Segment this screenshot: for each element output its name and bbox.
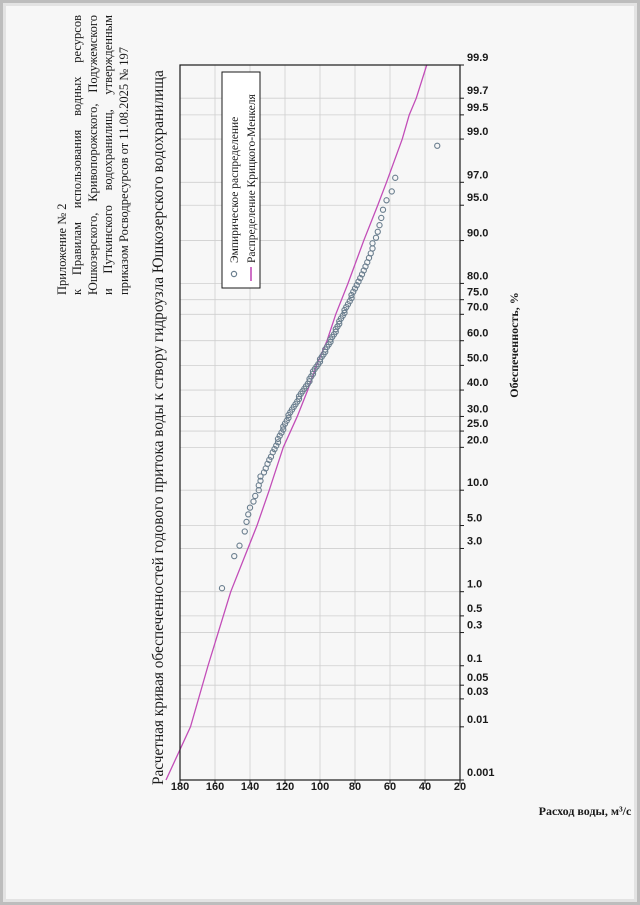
y-tick-labels [171,780,466,793]
header-line-order: приказом Росводресурсов от 11.08.2025 № 197 [116,47,131,295]
x-tick-label: 60.0 [467,327,489,340]
empirical-point [370,241,375,246]
y-tick-label: 60 [383,781,397,793]
empirical-point [242,529,247,534]
curve-layer [166,65,427,780]
x-tick-label: 1.0 [467,578,483,591]
empirical-point [370,246,375,251]
empirical-point [219,586,224,591]
empirical-point [244,519,249,524]
x-tick-label: 0.3 [467,619,483,632]
x-tick-label: 97.0 [467,169,489,182]
x-tick-label: 90.0 [467,227,489,240]
empirical-point [375,229,380,234]
y-tick-label: 180 [170,781,190,793]
empirical-point [377,223,382,228]
empirical-point [380,207,385,212]
kritsky-menkel-curve [166,65,427,780]
empirical-point [251,499,256,504]
legend-label-empirical: Эмпирическое распределение [229,116,241,263]
y-tick-label: 120 [275,781,295,793]
empirical-point [237,543,242,548]
empirical-point [379,215,384,220]
x-tick-label: 5.0 [467,512,483,525]
x-tick-label: 0.001 [467,767,495,779]
x-tick-label: 50.0 [467,352,489,365]
x-tick-label: 80.0 [467,270,489,283]
x-tick-label: 40.0 [467,377,489,390]
y-tick-label: 40 [418,781,432,793]
x-tick-label: 0.5 [467,602,483,615]
x-tick-label: 20.0 [467,434,489,447]
y-tick-label: 20 [453,781,467,793]
legend-label-kritsky: Распределение Крицкого-Менкеля [246,94,258,263]
x-tick-label: 0.03 [467,685,489,698]
x-tick-label: 10.0 [467,477,489,490]
x-tick-label: 30.0 [467,403,489,416]
x-tick-label: 0.01 [467,713,489,726]
y-axis-label: Расход воды, м³/с [538,804,632,818]
header-line-reservoirs: Юшкозерского, Кривопорожского, Подужемского [85,15,100,295]
header-line-rules: к Правилам использования водных ресурсов [70,15,85,295]
x-tick-label: 95.0 [467,192,489,205]
x-tick-label: 99.7 [467,85,489,98]
y-tick-label: 140 [240,781,260,793]
x-tick-label: 3.0 [467,535,483,548]
y-tick-label: 80 [348,781,362,793]
x-tick-label: 99.0 [467,126,489,139]
legend [222,72,260,288]
empirical-point [232,554,237,559]
x-tick-label: 70.0 [467,301,489,314]
x-tick-labels [460,52,495,780]
x-tick-label: 75.0 [467,286,489,299]
x-tick-label: 99.9 [467,52,489,64]
chart-title: Расчетная кривая обеспеченностей годового притока воды к створу гидроузла Юшкозерского водохранилища [150,70,167,785]
x-axis-label: Обеспеченность, % [507,292,521,398]
empirical-point [253,493,258,498]
empirical-point [384,198,389,203]
x-tick-label: 0.05 [467,672,489,685]
appendix-number: Приложение № 2 [55,203,69,295]
x-tick-label: 0.1 [467,652,483,665]
y-tick-label: 160 [205,781,225,793]
empirical-point [435,143,440,148]
empirical-point [373,235,378,240]
x-tick-label: 25.0 [467,418,489,431]
x-tick-label: 99.5 [467,101,489,114]
y-tick-label: 100 [310,781,330,793]
header-line-reservoirs-2: и Путкинского водохранилищ, утвержденным [101,15,116,295]
empirical-point [393,175,398,180]
